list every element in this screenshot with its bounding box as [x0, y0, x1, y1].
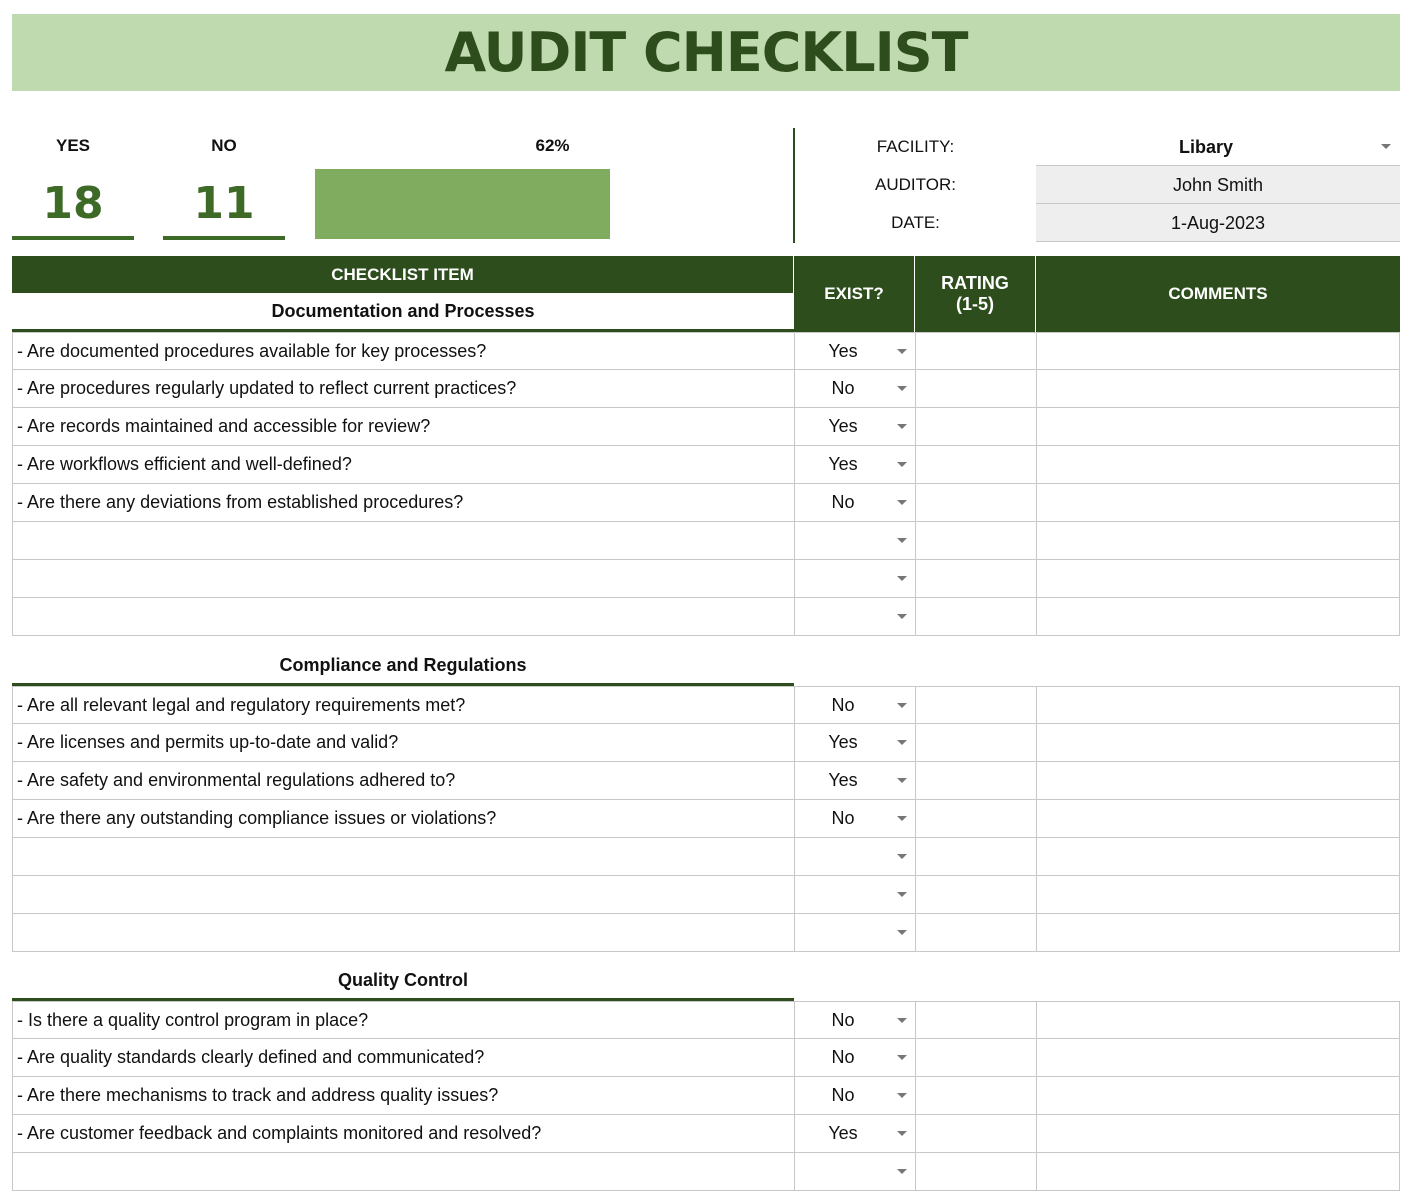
table-row	[12, 1039, 1400, 1077]
checklist-item-cell[interactable]: - Are there mechanisms to track and address quality issues?	[13, 1077, 795, 1114]
exist-dropdown[interactable]	[795, 687, 916, 724]
rating-cell[interactable]	[916, 838, 1037, 875]
exist-value: No	[831, 1047, 855, 1067]
chevron-down-icon	[897, 386, 907, 391]
facility-value: Libary	[1178, 137, 1234, 157]
exist-dropdown[interactable]	[795, 724, 916, 761]
rating-cell[interactable]	[916, 408, 1037, 445]
exist-dropdown[interactable]	[795, 762, 916, 799]
checklist-item-cell[interactable]: - Are there any outstanding compliance issues or violations?	[13, 800, 795, 837]
rating-cell[interactable]	[916, 1115, 1037, 1152]
checklist-item-cell[interactable]: - Are customer feedback and complaints monitored and resolved?	[13, 1115, 795, 1152]
checklist-item-cell[interactable]	[13, 914, 795, 951]
comment-cell[interactable]	[1037, 370, 1399, 407]
rating-cell[interactable]	[916, 1153, 1037, 1190]
yes-count: 18	[12, 172, 134, 240]
rating-cell[interactable]	[916, 1039, 1037, 1076]
checklist-item-cell[interactable]	[13, 522, 795, 559]
table-row	[12, 408, 1400, 446]
exist-dropdown[interactable]	[795, 522, 916, 559]
comment-cell[interactable]	[1037, 1153, 1399, 1190]
exist-dropdown[interactable]	[795, 1153, 916, 1190]
header-comments: COMMENTS	[1036, 256, 1400, 332]
table-row	[12, 484, 1400, 522]
table-row	[12, 800, 1400, 838]
header-exist: EXIST?	[794, 256, 915, 332]
chevron-down-icon	[897, 892, 907, 897]
table-row	[12, 446, 1400, 484]
comment-cell[interactable]	[1037, 446, 1399, 483]
checklist-item-cell[interactable]: - Are there any deviations from established procedures?	[13, 484, 795, 521]
chevron-down-icon	[897, 349, 907, 354]
checklist-item-cell[interactable]	[13, 560, 795, 597]
exist-value: No	[831, 695, 855, 715]
chevron-down-icon	[897, 930, 907, 935]
chevron-down-icon	[897, 614, 907, 619]
comment-cell[interactable]	[1037, 762, 1399, 799]
percent-label: 62%	[535, 136, 570, 155]
exist-dropdown[interactable]	[795, 446, 916, 483]
checklist-item-cell[interactable]: - Are workflows efficient and well-defined?	[13, 446, 795, 483]
comment-cell[interactable]	[1037, 838, 1399, 875]
checklist-item-cell[interactable]	[13, 598, 795, 635]
exist-dropdown[interactable]	[795, 408, 916, 445]
table-row	[12, 598, 1400, 636]
exist-value: Yes	[828, 1123, 858, 1143]
table-row	[12, 876, 1400, 914]
chevron-down-icon	[897, 462, 907, 467]
checklist-item-cell[interactable]: - Are procedures regularly updated to reflect current practices?	[13, 370, 795, 407]
checklist-item-cell[interactable]: - Are safety and environmental regulations adhered to?	[13, 762, 795, 799]
exist-value: No	[831, 808, 855, 828]
table-row	[12, 686, 1400, 724]
rating-cell[interactable]	[916, 1077, 1037, 1114]
title-banner	[12, 14, 1400, 91]
chevron-down-icon	[1381, 144, 1391, 149]
facility-select[interactable]	[1036, 128, 1400, 166]
header-rating: RATING (1-5)	[915, 256, 1036, 332]
table-row	[12, 1077, 1400, 1115]
comment-cell[interactable]	[1037, 333, 1399, 370]
checklist-item-cell[interactable]: - Are all relevant legal and regulatory requirements met?	[13, 687, 795, 724]
exist-dropdown[interactable]	[795, 370, 916, 407]
facility-label: FACILITY:	[876, 137, 955, 156]
chevron-down-icon	[897, 740, 907, 745]
chevron-down-icon	[897, 1055, 907, 1060]
comment-cell[interactable]	[1037, 1077, 1399, 1114]
rating-cell[interactable]	[916, 876, 1037, 913]
comment-cell[interactable]	[1037, 914, 1399, 951]
table-row	[12, 332, 1400, 370]
no-label: NO	[211, 136, 237, 155]
checklist-item-cell[interactable]	[13, 838, 795, 875]
auditor-label: AUDITOR:	[875, 175, 956, 194]
table-row	[12, 914, 1400, 952]
table-row	[12, 1153, 1400, 1191]
exist-dropdown[interactable]	[795, 1002, 916, 1039]
comment-cell[interactable]	[1037, 560, 1399, 597]
chevron-down-icon	[897, 703, 907, 708]
chevron-down-icon	[897, 1018, 907, 1023]
date-field[interactable]: 1-Aug-2023	[1036, 204, 1400, 242]
exist-value: Yes	[828, 732, 858, 752]
comment-cell[interactable]	[1037, 522, 1399, 559]
comment-cell[interactable]	[1037, 800, 1399, 837]
exist-dropdown[interactable]	[795, 333, 916, 370]
checklist-item-cell[interactable]: - Are licenses and permits up-to-date and valid?	[13, 724, 795, 761]
exist-value: Yes	[828, 416, 858, 436]
rating-cell[interactable]	[916, 687, 1037, 724]
chevron-down-icon	[897, 424, 907, 429]
exist-value: No	[831, 492, 855, 512]
comment-cell[interactable]	[1037, 876, 1399, 913]
table-row	[12, 522, 1400, 560]
rating-cell[interactable]	[916, 560, 1037, 597]
exist-dropdown[interactable]	[795, 484, 916, 521]
checklist-item-cell[interactable]	[13, 1153, 795, 1190]
exist-value: No	[831, 1085, 855, 1105]
chevron-down-icon	[897, 1093, 907, 1098]
chevron-down-icon	[897, 500, 907, 505]
section-title: Quality Control	[12, 963, 794, 1001]
rating-cell[interactable]	[916, 762, 1037, 799]
progress-bar-fill	[315, 169, 610, 239]
header-checklist-item: CHECKLIST ITEM	[12, 256, 794, 294]
exist-value: Yes	[828, 454, 858, 474]
comment-cell[interactable]	[1037, 598, 1399, 635]
table-row	[12, 1115, 1400, 1153]
rating-cell[interactable]	[916, 914, 1037, 951]
rating-cell[interactable]	[916, 522, 1037, 559]
auditor-field[interactable]: John Smith	[1036, 166, 1400, 204]
checklist-item-cell[interactable]: - Are documented procedures available for key processes?	[13, 333, 795, 370]
exist-dropdown[interactable]	[795, 914, 916, 951]
exist-dropdown[interactable]	[795, 800, 916, 837]
section-title: Documentation and Processes	[12, 294, 794, 332]
comment-cell[interactable]	[1037, 1115, 1399, 1152]
rating-cell[interactable]	[916, 446, 1037, 483]
exist-dropdown[interactable]	[795, 876, 916, 913]
exist-value: Yes	[828, 770, 858, 790]
chevron-down-icon	[897, 1131, 907, 1136]
rating-cell[interactable]	[916, 598, 1037, 635]
table-row	[12, 762, 1400, 800]
exist-dropdown[interactable]	[795, 1039, 916, 1076]
exist-dropdown[interactable]	[795, 1077, 916, 1114]
exist-dropdown[interactable]	[795, 838, 916, 875]
comment-cell[interactable]	[1037, 724, 1399, 761]
no-count: 11	[163, 172, 285, 240]
checklist-item-cell[interactable]: - Are quality standards clearly defined and communicated?	[13, 1039, 795, 1076]
checklist-item-cell[interactable]	[13, 876, 795, 913]
exist-value: No	[831, 1010, 855, 1030]
checklist-item-cell[interactable]: - Is there a quality control program in place?	[13, 1002, 795, 1039]
comment-cell[interactable]	[1037, 687, 1399, 724]
rating-cell[interactable]	[916, 724, 1037, 761]
comment-cell[interactable]	[1037, 1002, 1399, 1039]
exist-dropdown[interactable]	[795, 598, 916, 635]
chevron-down-icon	[897, 854, 907, 859]
rating-cell[interactable]	[916, 1002, 1037, 1039]
rating-cell[interactable]	[916, 370, 1037, 407]
yes-label: YES	[55, 136, 91, 155]
chevron-down-icon	[897, 1169, 907, 1174]
exist-dropdown[interactable]	[795, 1115, 916, 1152]
page-title: AUDIT CHECKLIST	[444, 21, 968, 84]
rating-cell[interactable]	[916, 484, 1037, 521]
table-row	[12, 560, 1400, 598]
checklist-item-cell[interactable]: - Are records maintained and accessible for review?	[13, 408, 795, 445]
date-label: DATE:	[891, 213, 940, 232]
table-row	[12, 1001, 1400, 1039]
chevron-down-icon	[897, 538, 907, 543]
comment-cell[interactable]	[1037, 1039, 1399, 1076]
progress-bar	[315, 169, 790, 239]
exist-dropdown[interactable]	[795, 560, 916, 597]
rating-cell[interactable]	[916, 800, 1037, 837]
chevron-down-icon	[897, 576, 907, 581]
table-row	[12, 838, 1400, 876]
section-title: Compliance and Regulations	[12, 648, 794, 686]
comment-cell[interactable]	[1037, 484, 1399, 521]
rating-cell[interactable]	[916, 333, 1037, 370]
exist-value: Yes	[828, 341, 858, 361]
table-row	[12, 370, 1400, 408]
chevron-down-icon	[897, 816, 907, 821]
comment-cell[interactable]	[1037, 408, 1399, 445]
chevron-down-icon	[897, 778, 907, 783]
exist-value: No	[831, 378, 855, 398]
table-row	[12, 724, 1400, 762]
